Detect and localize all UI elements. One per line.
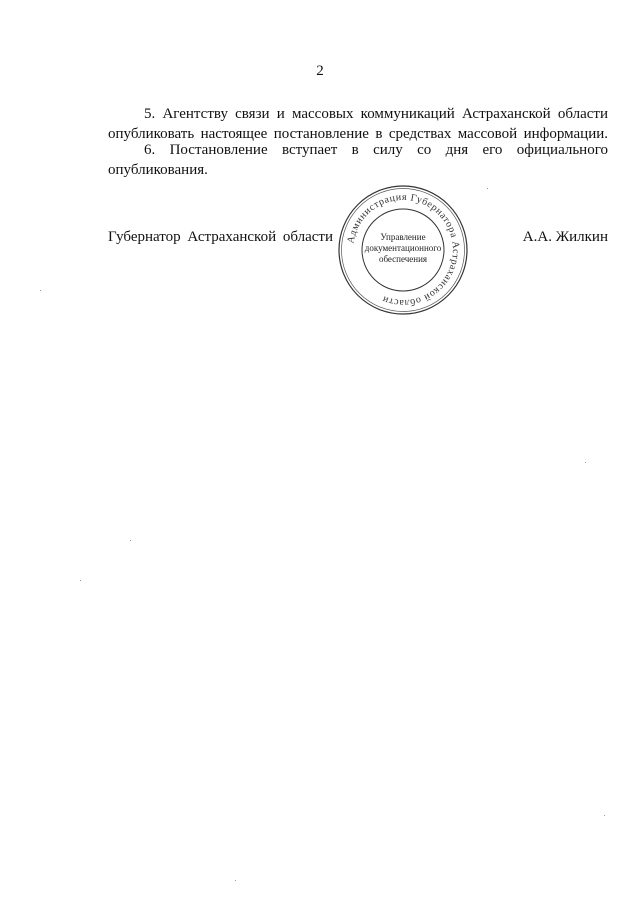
signatory-name: А.А. Жилкин	[522, 229, 608, 245]
scan-speck	[40, 290, 41, 291]
seal-center-line-1: Управление	[380, 232, 426, 242]
official-seal	[336, 183, 470, 317]
paragraph-5-line-1: 5. Агентству связи и массовых коммуникаций Астраханской области	[144, 106, 608, 122]
paragraph-6	[108, 140, 608, 180]
scan-speck	[487, 188, 488, 189]
scan-speck	[585, 462, 586, 463]
scan-speck	[235, 880, 236, 881]
scan-speck	[80, 580, 81, 581]
scan-speck	[604, 815, 605, 816]
scan-speck	[130, 540, 131, 541]
paragraph-5-line-2: опубликовать настоящее постановление в средствах массовой информации.	[108, 126, 608, 142]
paragraph-5	[108, 104, 608, 144]
paragraph-6-line-2: опубликования.	[108, 162, 208, 178]
signatory-title: Губернатор Астраханской области	[108, 229, 334, 245]
seal-center-line-3: обеспечения	[378, 254, 428, 264]
paragraph-6-line-1: 6. Постановление вступает в силу со дня его официального	[144, 142, 608, 158]
seal-center-line-2: документационного	[364, 243, 442, 253]
page-number: 2	[316, 63, 324, 79]
seal-ring-text: Администрация Губернатора Астраханской области	[345, 191, 462, 309]
